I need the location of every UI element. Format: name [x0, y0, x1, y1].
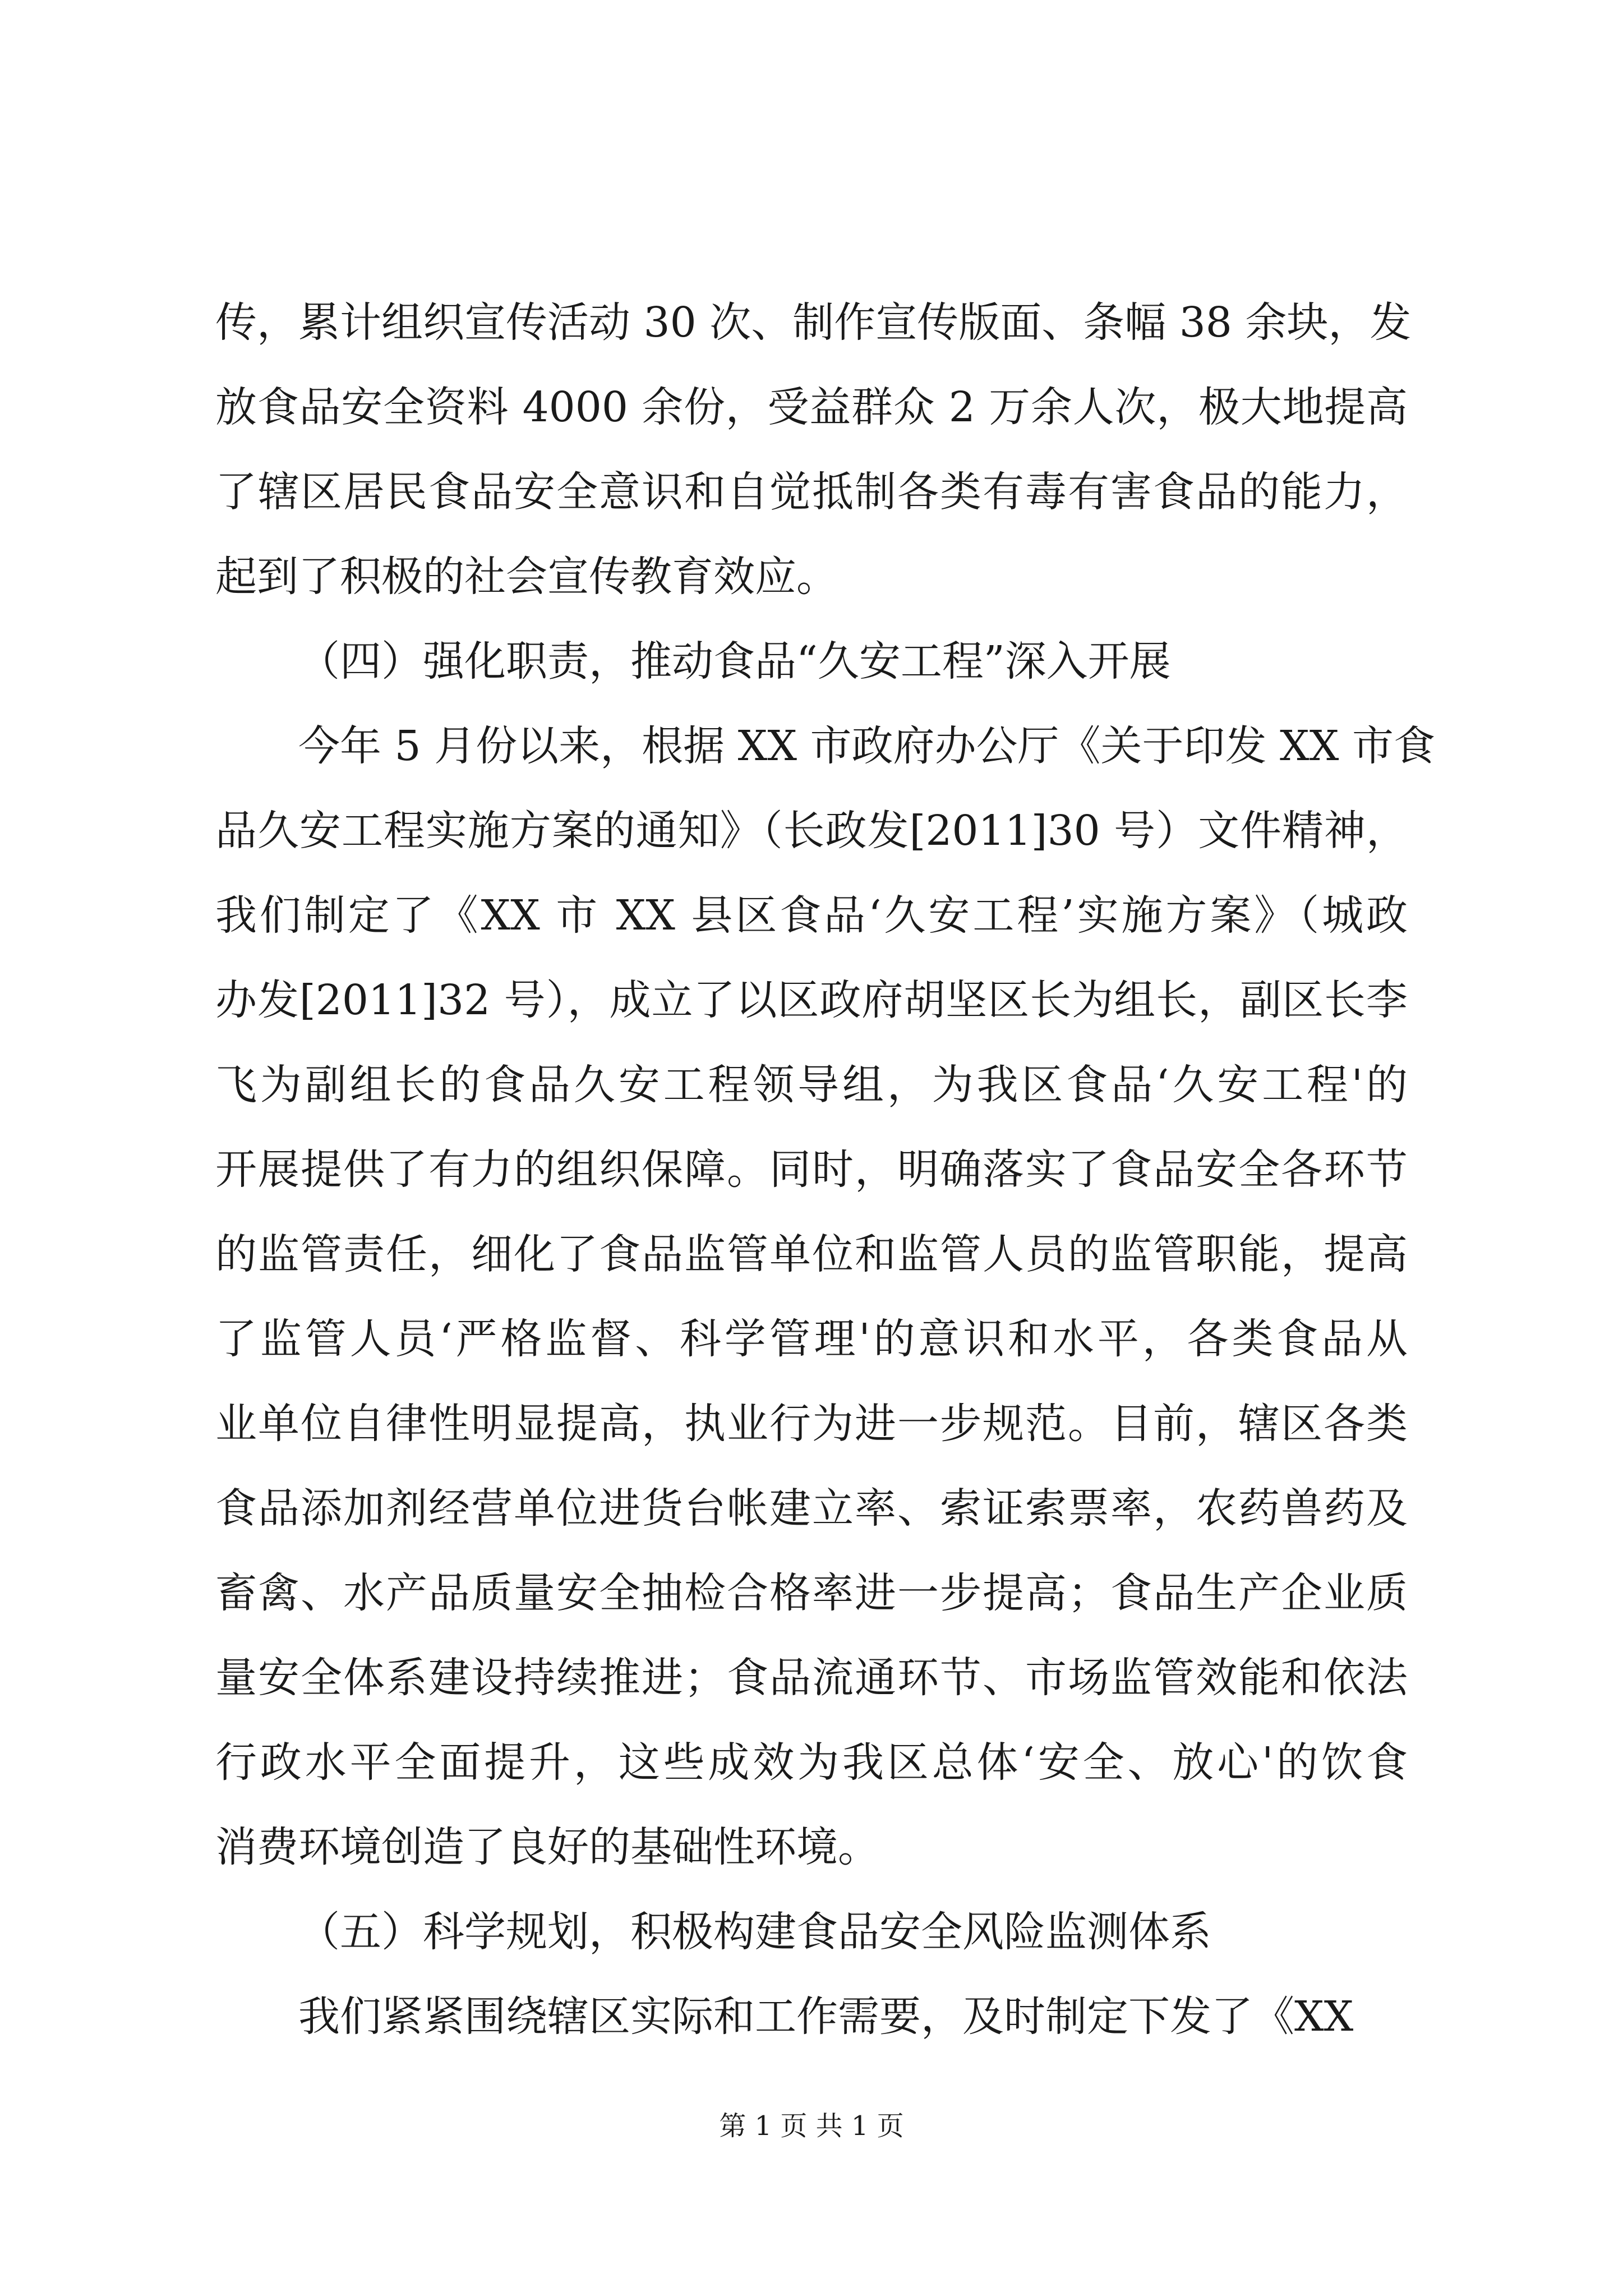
body-line: 传，累计组织宣传活动 30 次、制作宣传版面、条幅 38 余块，发 — [215, 298, 1412, 347]
section-heading-4: （四）强化职责，推动食品“久安工程”深入开展 — [298, 637, 1171, 685]
body-line: 畜禽、水产品质量安全抽检合格率进一步提高；食品生产企业质 — [215, 1569, 1408, 1617]
body-line: 了监管人员‘严格监督、科学管理'的意识和水平，各类食品从 — [215, 1315, 1408, 1363]
body-line: 品久安工程实施方案的通知》（长政发[2011]30 号）文件精神， — [215, 807, 1408, 855]
body-line: 食品添加剂经营单位进货台帐建立率、索证索票率，农药兽药及 — [215, 1484, 1408, 1533]
body-line: 行政水平全面提升，这些成效为我区总体‘安全、放心'的饮食 — [215, 1738, 1408, 1787]
body-line: 消费环境创造了良好的基础性环境。 — [215, 1823, 879, 1871]
body-line: 开展提供了有力的组织保障。同时，明确落实了食品安全各环节 — [215, 1145, 1408, 1194]
body-line: 起到了积极的社会宣传教育效应。 — [215, 553, 838, 601]
section-heading-5: （五）科学规划，积极构建食品安全风险监测体系 — [298, 1908, 1211, 1956]
page-number-footer: 第 1 页 共 1 页 — [719, 2110, 904, 2142]
body-line: 业单位自律性明显提高，执业行为进一步规范。目前，辖区各类 — [215, 1400, 1408, 1448]
body-line: 量安全体系建设持续推进；食品流通环节、市场监管效能和依法 — [215, 1654, 1408, 1702]
body-line: 办发[2011]32 号），成立了以区政府胡坚区长为组长，副区长李 — [215, 976, 1408, 1024]
body-line: 的监管责任，细化了食品监管单位和监管人员的监管职能，提高 — [215, 1230, 1408, 1278]
paragraph-first-line: 今年 5 月份以来，根据 XX 市政府办公厅《关于印发 XX 市食 — [298, 722, 1435, 770]
body-line: 放食品安全资料 4000 余份，受益群众 2 万余人次，极大地提高 — [215, 383, 1408, 431]
body-line: 飞为副组长的食品久安工程领导组，为我区食品‘久安工程'的 — [215, 1061, 1408, 1109]
paragraph-first-line: 我们紧紧围绕辖区实际和工作需要，及时制定下发了《XX — [298, 1993, 1354, 2041]
body-line: 我们制定了《XX 市 XX 县区食品‘久安工程’实施方案》（城政 — [215, 891, 1408, 940]
document-body — [215, 280, 1435, 2059]
body-line: 了辖区居民食品安全意识和自觉抵制各类有毒有害食品的能力， — [215, 468, 1408, 516]
